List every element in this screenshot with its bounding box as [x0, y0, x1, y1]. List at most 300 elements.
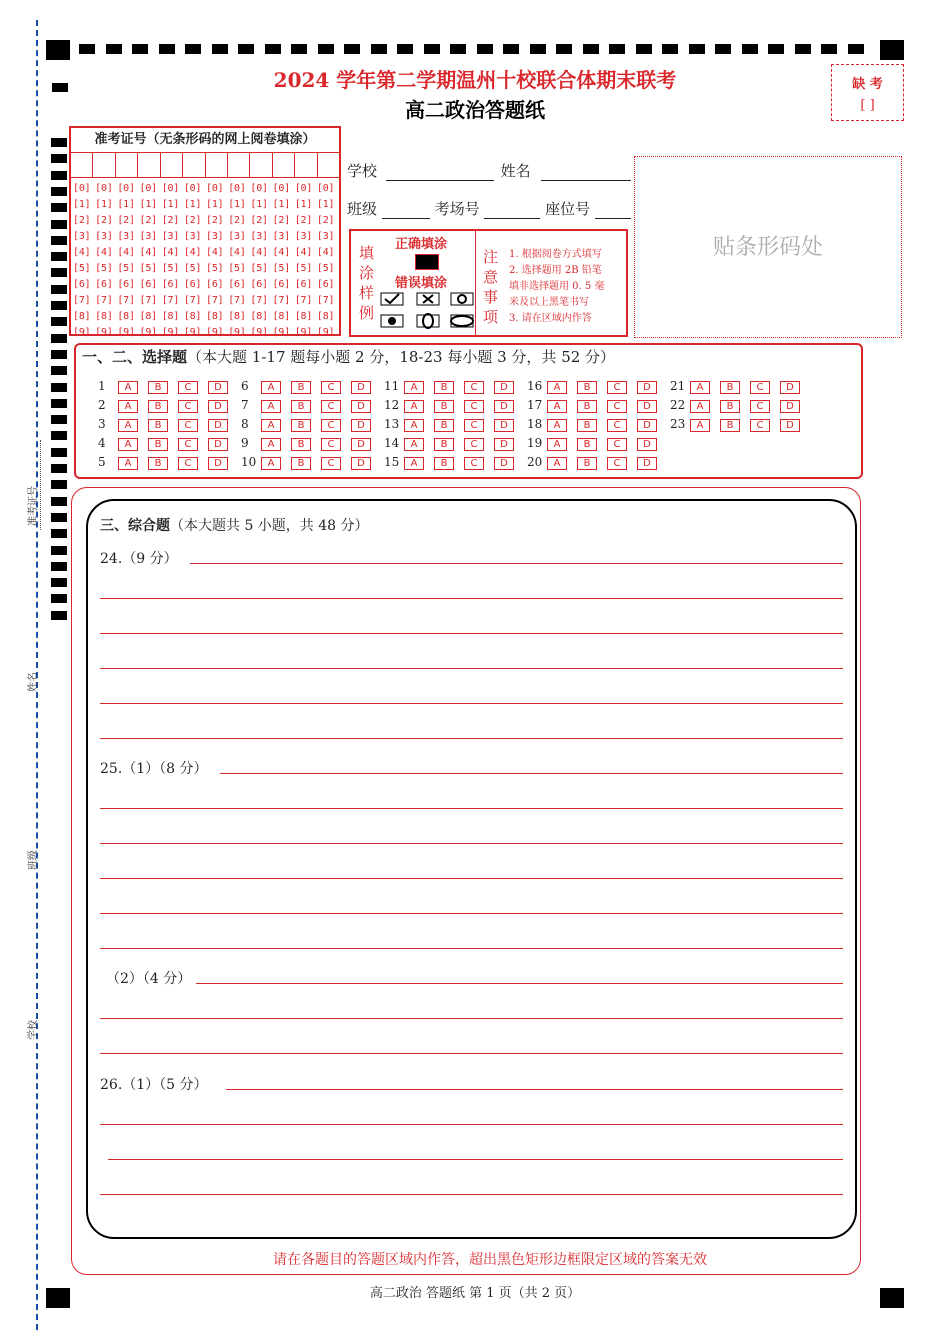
option-bubble-c[interactable]: C — [178, 419, 198, 432]
id-digit-bubble[interactable]: [9] — [294, 327, 313, 338]
answer-line[interactable] — [220, 773, 843, 774]
notice-label: 注意事项 — [483, 248, 499, 326]
timing-mark — [51, 301, 67, 310]
option-bubble-b[interactable]: B — [148, 381, 168, 394]
id-digit-bubble[interactable]: [6] — [272, 279, 291, 290]
choice-question — [241, 379, 381, 394]
choice-note: （本大题 1-17 题每小题 2 分，18-23 每小题 3 分，共 52 分） — [187, 348, 616, 366]
id-digit-bubble[interactable]: [6] — [117, 279, 135, 290]
option-bubble-d[interactable]: D — [780, 381, 800, 394]
id-digit-bubble[interactable]: [5] — [294, 263, 313, 274]
id-digit-bubble[interactable]: [1] — [206, 199, 224, 210]
id-digit-bubble[interactable]: [8] — [294, 311, 313, 322]
id-digit-bubble[interactable]: [6] — [95, 279, 113, 290]
barcode-area: 贴条形码处 — [634, 156, 902, 338]
id-digit-bubble[interactable]: [4] — [272, 247, 291, 258]
id-digit-bubble[interactable]: [0] — [117, 183, 135, 194]
option-bubble-c[interactable]: C — [464, 419, 484, 432]
id-digit-bubble[interactable]: [0] — [250, 183, 268, 194]
id-digit-bubble[interactable]: [7] — [250, 295, 268, 306]
id-bubble-grid[interactable] — [71, 178, 339, 341]
id-digit-row — [73, 181, 339, 197]
id-digit-bubble[interactable]: [4] — [228, 247, 246, 258]
option-bubble-a[interactable]: A — [261, 419, 281, 432]
timing-mark — [530, 44, 546, 54]
option-bubble-c[interactable]: C — [178, 400, 198, 413]
answer-line[interactable] — [196, 983, 843, 984]
id-digit-bubble[interactable]: [9] — [316, 327, 335, 338]
option-bubble-c[interactable]: C — [321, 457, 341, 470]
option-bubble-a[interactable]: A — [547, 457, 567, 470]
id-digit-bubble[interactable]: [9] — [250, 327, 268, 338]
id-digit-bubble[interactable]: [7] — [139, 295, 157, 306]
option-bubble-a[interactable]: A — [118, 381, 138, 394]
timing-mark — [51, 578, 67, 587]
id-digit-bubble[interactable]: [6] — [73, 279, 91, 290]
choice-question — [241, 455, 381, 470]
option-bubble-a[interactable]: A — [547, 438, 567, 451]
timing-mark — [185, 44, 201, 54]
id-digit-bubble[interactable]: [1] — [250, 199, 268, 210]
option-bubble-b[interactable]: B — [434, 419, 454, 432]
option-bubble-a[interactable]: A — [404, 400, 424, 413]
id-digit-bubble[interactable]: [5] — [73, 263, 91, 274]
option-bubble-c[interactable]: C — [321, 400, 341, 413]
question-number: 1 — [98, 379, 106, 393]
timing-mark — [106, 44, 122, 54]
option-bubble-d[interactable]: D — [637, 419, 657, 432]
answer-line[interactable] — [100, 1018, 843, 1019]
timing-mark — [848, 44, 864, 54]
option-bubble-b[interactable]: B — [720, 400, 740, 413]
id-digit-bubble[interactable]: [2] — [272, 215, 291, 226]
id-digit-bubble[interactable]: [5] — [228, 263, 246, 274]
id-digit-bubble[interactable]: [4] — [183, 247, 202, 258]
id-digit-bubble[interactable]: [5] — [139, 263, 157, 274]
id-digit-bubble[interactable]: [4] — [95, 247, 113, 258]
option-bubble-d[interactable]: D — [208, 419, 228, 432]
choice-question — [98, 398, 238, 413]
id-digit-bubble[interactable]: [7] — [161, 295, 180, 306]
absent-box[interactable] — [831, 64, 904, 121]
id-digit-bubble[interactable]: [8] — [206, 311, 224, 322]
option-bubble-d[interactable]: D — [780, 400, 800, 413]
timing-mark — [742, 44, 758, 54]
id-digit-bubble[interactable]: [0] — [139, 183, 157, 194]
id-box-title: 准考证号（无条形码的网上阅卷填涂） — [71, 128, 339, 153]
question-number: 16 — [527, 379, 543, 393]
option-bubble-a[interactable]: A — [118, 419, 138, 432]
option-bubble-d[interactable]: D — [780, 419, 800, 432]
notice-3: 3. 请在区域内作答 — [509, 313, 592, 324]
fill-sample-box — [349, 229, 628, 337]
question-number: 11 — [384, 379, 400, 393]
option-bubble-a[interactable]: A — [404, 381, 424, 394]
id-digit-bubble[interactable]: [9] — [183, 327, 202, 338]
id-digit-bubble[interactable]: [0] — [272, 183, 291, 194]
id-digit-bubble[interactable]: [7] — [73, 295, 91, 306]
id-digit-bubble[interactable]: [4] — [161, 247, 180, 258]
option-bubble-a[interactable]: A — [547, 400, 567, 413]
id-digit-bubble[interactable]: [4] — [139, 247, 157, 258]
option-bubble-c[interactable]: C — [750, 419, 770, 432]
id-digit-bubble[interactable]: [6] — [183, 279, 202, 290]
id-digit-bubble[interactable]: [3] — [250, 231, 268, 242]
option-bubble-b[interactable]: B — [577, 400, 597, 413]
option-bubble-b[interactable]: B — [148, 457, 168, 470]
id-digit-bubble[interactable]: [7] — [117, 295, 135, 306]
id-digit-bubble[interactable]: [3] — [183, 231, 202, 242]
option-bubble-b[interactable]: B — [148, 419, 168, 432]
option-bubble-b[interactable]: B — [434, 438, 454, 451]
id-digit-bubble[interactable]: [7] — [228, 295, 246, 306]
option-bubble-d[interactable]: D — [494, 457, 514, 470]
answer-line[interactable] — [100, 878, 843, 879]
timing-mark — [238, 44, 254, 54]
option-bubble-b[interactable]: B — [577, 457, 597, 470]
option-bubble-c[interactable]: C — [607, 419, 627, 432]
id-digit-bubble[interactable]: [9] — [73, 327, 91, 338]
option-bubble-a[interactable]: A — [261, 400, 281, 413]
id-digit-bubble[interactable]: [6] — [206, 279, 224, 290]
answer-line[interactable] — [100, 668, 843, 669]
timing-mark — [51, 513, 67, 522]
option-bubble-d[interactable]: D — [494, 381, 514, 394]
answer-line[interactable] — [100, 948, 843, 949]
id-digit-bubble[interactable]: [3] — [161, 231, 180, 242]
option-bubble-d[interactable]: D — [208, 381, 228, 394]
option-bubble-d[interactable]: D — [637, 438, 657, 451]
choice-question — [527, 455, 667, 470]
id-digit-bubble[interactable]: [8] — [228, 311, 246, 322]
id-digit-bubble[interactable]: [5] — [316, 263, 335, 274]
timing-mark — [51, 366, 67, 375]
id-digit-bubble[interactable]: [2] — [316, 215, 335, 226]
id-digit-bubble[interactable]: [2] — [161, 215, 180, 226]
page-title: 高二政治答题纸 — [405, 98, 545, 122]
id-digit-bubble[interactable]: [0] — [206, 183, 224, 194]
question-number: 20 — [527, 455, 543, 469]
id-digit-bubble[interactable]: [4] — [206, 247, 224, 258]
id-digit-bubble[interactable]: [7] — [95, 295, 113, 306]
option-bubble-a[interactable]: A — [404, 419, 424, 432]
id-digit-bubble[interactable]: [0] — [95, 183, 113, 194]
option-bubble-a[interactable]: A — [261, 457, 281, 470]
id-digit-bubble[interactable]: [1] — [139, 199, 157, 210]
option-bubble-b[interactable]: B — [148, 438, 168, 451]
id-digit-bubble[interactable]: [4] — [73, 247, 91, 258]
id-digit-bubble[interactable]: [1] — [316, 199, 335, 210]
option-bubble-a[interactable]: A — [261, 438, 281, 451]
id-digit-bubble[interactable]: [8] — [95, 311, 113, 322]
option-bubble-a[interactable]: A — [261, 381, 281, 394]
option-bubble-b[interactable]: B — [434, 381, 454, 394]
option-bubble-c[interactable]: C — [607, 400, 627, 413]
id-digit-bubble[interactable]: [2] — [139, 215, 157, 226]
option-bubble-d[interactable]: D — [494, 438, 514, 451]
option-bubble-a[interactable]: A — [404, 457, 424, 470]
option-bubble-d[interactable]: D — [494, 400, 514, 413]
id-digit-bubble[interactable]: [8] — [117, 311, 135, 322]
id-digit-bubble[interactable]: [3] — [228, 231, 246, 242]
option-bubble-b[interactable]: B — [577, 381, 597, 394]
id-digit-bubble[interactable]: [5] — [206, 263, 224, 274]
id-digit-bubble[interactable]: [3] — [272, 231, 291, 242]
id-digit-bubble[interactable]: [6] — [316, 279, 335, 290]
area-warning: 请在各题目的答题区域内作答，超出黑色矩形边框限定区域的答案无效 — [273, 1252, 707, 1268]
id-digit-bubble[interactable]: [5] — [161, 263, 180, 274]
id-write-cells[interactable] — [71, 153, 339, 178]
timing-mark — [371, 44, 387, 54]
class-label: 班级 — [347, 200, 378, 218]
question-number: 13 — [384, 417, 400, 431]
option-bubble-c[interactable]: C — [607, 381, 627, 394]
option-bubble-b[interactable]: B — [291, 419, 311, 432]
option-bubble-c[interactable]: C — [750, 400, 770, 413]
answer-line[interactable] — [100, 703, 843, 704]
corner-mark-top-right — [880, 40, 904, 60]
id-digit-bubble[interactable]: [6] — [228, 279, 246, 290]
option-bubble-d[interactable]: D — [208, 400, 228, 413]
option-bubble-a[interactable]: A — [547, 381, 567, 394]
question-number: 18 — [527, 417, 543, 431]
id-digit-bubble[interactable]: [1] — [95, 199, 113, 210]
id-digit-bubble[interactable]: [4] — [316, 247, 335, 258]
option-bubble-d[interactable]: D — [637, 400, 657, 413]
id-digit-bubble[interactable]: [5] — [272, 263, 291, 274]
option-bubble-d[interactable]: D — [351, 381, 371, 394]
option-bubble-a[interactable]: A — [690, 400, 710, 413]
id-digit-bubble[interactable]: [3] — [316, 231, 335, 242]
id-digit-bubble[interactable]: [1] — [117, 199, 135, 210]
question-number: 14 — [384, 436, 400, 450]
id-digit-bubble[interactable]: [2] — [250, 215, 268, 226]
id-digit-bubble[interactable]: [0] — [294, 183, 313, 194]
id-digit-bubble[interactable]: [2] — [228, 215, 246, 226]
answer-line[interactable] — [100, 843, 843, 844]
id-digit-bubble[interactable]: [3] — [206, 231, 224, 242]
timing-mark — [583, 44, 599, 54]
choice-question — [384, 379, 524, 394]
id-digit-bubble[interactable]: [8] — [161, 311, 180, 322]
option-bubble-a[interactable]: A — [690, 419, 710, 432]
option-bubble-c[interactable]: C — [321, 419, 341, 432]
option-bubble-c[interactable]: C — [750, 381, 770, 394]
answer-line[interactable] — [108, 1159, 843, 1160]
id-digit-bubble[interactable]: [9] — [161, 327, 180, 338]
choice-question — [527, 436, 667, 451]
id-digit-bubble[interactable]: [0] — [183, 183, 202, 194]
option-bubble-b[interactable]: B — [148, 400, 168, 413]
id-digit-bubble[interactable]: [5] — [250, 263, 268, 274]
id-digit-bubble[interactable]: [2] — [117, 215, 135, 226]
id-digit-bubble[interactable]: [4] — [117, 247, 135, 258]
id-digit-bubble[interactable]: [7] — [316, 295, 335, 306]
timing-mark — [51, 464, 67, 473]
wrong-fill-label: 错误填涂 — [395, 276, 448, 291]
id-digit-bubble[interactable]: [6] — [139, 279, 157, 290]
answer-line[interactable] — [100, 808, 843, 809]
option-bubble-b[interactable]: B — [577, 438, 597, 451]
id-digit-bubble[interactable]: [9] — [228, 327, 246, 338]
option-bubble-d[interactable]: D — [351, 400, 371, 413]
exam-room-label: 考场号 — [434, 200, 480, 218]
id-digit-bubble[interactable]: [6] — [250, 279, 268, 290]
option-bubble-c[interactable]: C — [321, 381, 341, 394]
id-digit-bubble[interactable]: [1] — [272, 199, 291, 210]
answer-line[interactable] — [100, 1124, 843, 1125]
choice-question — [98, 417, 238, 432]
id-digit-bubble[interactable]: [0] — [228, 183, 246, 194]
id-digit-bubble[interactable]: [8] — [139, 311, 157, 322]
option-bubble-d[interactable]: D — [637, 457, 657, 470]
timing-mark — [424, 44, 440, 54]
option-bubble-c[interactable]: C — [464, 438, 484, 451]
option-bubble-d[interactable]: D — [351, 419, 371, 432]
exam-title: 2024 学年第二学期温州十校联合体期末联考 — [273, 68, 677, 92]
id-digit-bubble[interactable]: [1] — [161, 199, 180, 210]
id-digit-bubble[interactable]: [6] — [161, 279, 180, 290]
option-bubble-a[interactable]: A — [404, 438, 424, 451]
option-bubble-c[interactable]: C — [607, 438, 627, 451]
option-bubble-b[interactable]: B — [720, 381, 740, 394]
id-digit-bubble[interactable]: [8] — [73, 311, 91, 322]
id-digit-bubble[interactable]: [8] — [250, 311, 268, 322]
q25-2-label: （2）（4 分） — [106, 971, 192, 987]
id-digit-bubble[interactable]: [5] — [183, 263, 202, 274]
id-digit-bubble[interactable]: [5] — [117, 263, 135, 274]
corner-mark-top-left — [46, 40, 70, 60]
answer-line[interactable] — [100, 633, 843, 634]
option-bubble-c[interactable]: C — [464, 400, 484, 413]
id-digit-bubble[interactable]: [6] — [294, 279, 313, 290]
option-bubble-c[interactable]: C — [178, 381, 198, 394]
id-digit-bubble[interactable]: [9] — [206, 327, 224, 338]
id-digit-bubble[interactable]: [7] — [206, 295, 224, 306]
option-bubble-d[interactable]: D — [637, 381, 657, 394]
choice-question — [241, 436, 381, 451]
id-digit-bubble[interactable]: [4] — [250, 247, 268, 258]
choice-question — [98, 379, 238, 394]
id-digit-bubble[interactable]: [2] — [294, 215, 313, 226]
option-bubble-c[interactable]: C — [607, 457, 627, 470]
option-bubble-b[interactable]: B — [291, 400, 311, 413]
timing-mark — [318, 44, 334, 54]
id-digit-bubble[interactable]: [0] — [161, 183, 180, 194]
answer-line[interactable] — [100, 913, 843, 914]
option-bubble-c[interactable]: C — [178, 457, 198, 470]
question-number: 9 — [241, 436, 249, 450]
timing-mark — [768, 44, 784, 54]
id-digit-bubble[interactable]: [8] — [272, 311, 291, 322]
option-bubble-c[interactable]: C — [321, 438, 341, 451]
id-digit-bubble[interactable]: [9] — [117, 327, 135, 338]
id-digit-bubble[interactable]: [8] — [183, 311, 202, 322]
id-digit-bubble[interactable]: [9] — [139, 327, 157, 338]
id-digit-bubble[interactable]: [0] — [316, 183, 335, 194]
answer-line[interactable] — [226, 1089, 843, 1090]
answer-line[interactable] — [100, 1194, 843, 1195]
id-digit-bubble[interactable]: [3] — [139, 231, 157, 242]
option-bubble-b[interactable]: B — [291, 457, 311, 470]
timing-mark — [265, 44, 281, 54]
id-digit-bubble[interactable]: [1] — [228, 199, 246, 210]
option-bubble-a[interactable]: A — [118, 457, 138, 470]
fill-sample-label: 填涂样例 — [359, 244, 375, 322]
id-digit-row — [73, 293, 339, 309]
id-digit-bubble[interactable]: [9] — [95, 327, 113, 338]
id-digit-bubble[interactable]: [7] — [272, 295, 291, 306]
answer-line[interactable] — [100, 598, 843, 599]
id-digit-bubble[interactable]: [1] — [73, 199, 91, 210]
answer-line[interactable] — [190, 563, 843, 564]
id-digit-bubble[interactable]: [9] — [272, 327, 291, 338]
option-bubble-c[interactable]: C — [464, 381, 484, 394]
school-field[interactable] — [347, 160, 631, 181]
option-bubble-b[interactable]: B — [720, 419, 740, 432]
option-bubble-b[interactable]: B — [434, 400, 454, 413]
timing-mark — [51, 285, 67, 294]
id-number-box — [69, 126, 341, 336]
option-bubble-d[interactable]: D — [494, 419, 514, 432]
timing-mark — [715, 44, 731, 54]
timing-mark — [689, 44, 705, 54]
side-school-label: 学校 — [28, 1020, 39, 1040]
id-digit-bubble[interactable]: [7] — [183, 295, 202, 306]
option-bubble-b[interactable]: B — [291, 381, 311, 394]
id-digit-bubble[interactable]: [8] — [316, 311, 335, 322]
id-digit-bubble[interactable]: [2] — [73, 215, 91, 226]
choice-question — [241, 417, 381, 432]
id-digit-bubble[interactable]: [3] — [294, 231, 313, 242]
option-bubble-a[interactable]: A — [118, 400, 138, 413]
option-bubble-d[interactable]: D — [208, 438, 228, 451]
option-bubble-b[interactable]: B — [291, 438, 311, 451]
id-digit-bubble[interactable]: [3] — [95, 231, 113, 242]
option-bubble-a[interactable]: A — [547, 419, 567, 432]
id-digit-bubble[interactable]: [1] — [183, 199, 202, 210]
id-digit-bubble[interactable]: [4] — [294, 247, 313, 258]
id-digit-bubble[interactable]: [2] — [95, 215, 113, 226]
option-bubble-d[interactable]: D — [208, 457, 228, 470]
id-digit-bubble[interactable]: [7] — [294, 295, 313, 306]
option-bubble-d[interactable]: D — [351, 438, 371, 451]
id-digit-bubble[interactable]: [1] — [294, 199, 313, 210]
class-field[interactable] — [347, 198, 631, 219]
id-digit-bubble[interactable]: [2] — [183, 215, 202, 226]
option-bubble-d[interactable]: D — [351, 457, 371, 470]
id-digit-row — [73, 261, 339, 277]
timing-mark — [51, 546, 67, 555]
question-number: 3 — [98, 417, 106, 431]
timing-mark — [556, 44, 572, 54]
question-number: 17 — [527, 398, 543, 412]
option-bubble-a[interactable]: A — [690, 381, 710, 394]
id-digit-bubble[interactable]: [5] — [95, 263, 113, 274]
id-digit-bubble[interactable]: [3] — [117, 231, 135, 242]
comprehensive-note: （本大题共 5 小题，共 48 分） — [170, 518, 369, 534]
answer-line[interactable] — [100, 1053, 843, 1054]
id-digit-bubble[interactable]: [0] — [73, 183, 91, 194]
id-digit-bubble[interactable]: [3] — [73, 231, 91, 242]
option-bubble-c[interactable]: C — [464, 457, 484, 470]
option-bubble-c[interactable]: C — [178, 438, 198, 451]
option-bubble-b[interactable]: B — [434, 457, 454, 470]
answer-line[interactable] — [100, 738, 843, 739]
option-bubble-a[interactable]: A — [118, 438, 138, 451]
id-digit-bubble[interactable]: [2] — [206, 215, 224, 226]
option-bubble-b[interactable]: B — [577, 419, 597, 432]
